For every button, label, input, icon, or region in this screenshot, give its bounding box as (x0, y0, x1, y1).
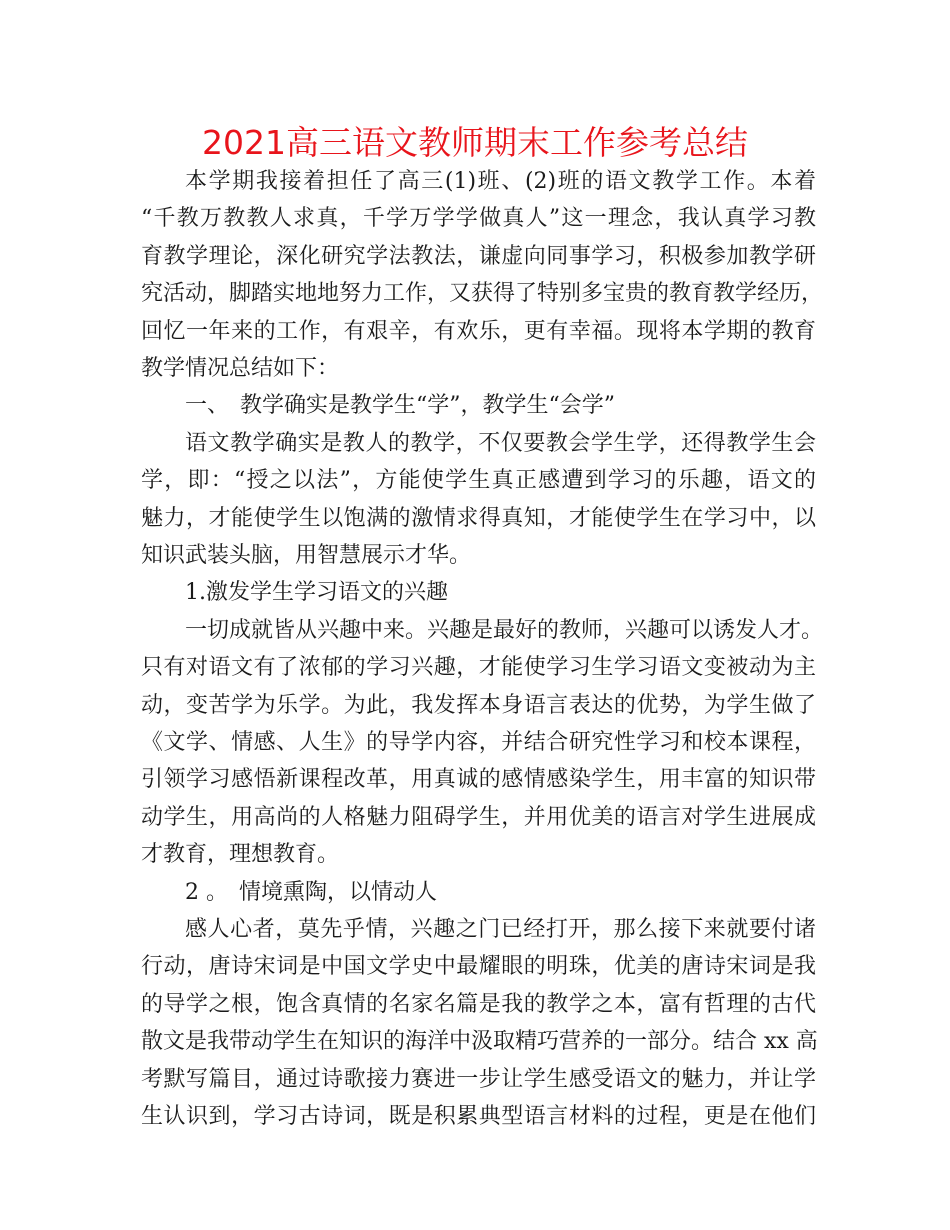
body-line: 才教育，理想教育。 (141, 842, 340, 868)
body-line: “千教万教教人求真，千学万学学做真人”这一理念，我认真学习教 (141, 206, 816, 232)
body-line: 散文是我带动学生在知识的海洋中汲取精巧营养的一部分。结合 xx 高 (141, 1029, 818, 1055)
body-line: 2 。 情境熏陶，以情动人 (185, 879, 437, 905)
body-line: 的导学之根，饱含真情的名家名篇是我的教学之本，富有哲理的古代 (141, 991, 816, 1017)
body-line: 学，即：“授之以法”，方能使学生真正感遭到学习的乐趣，语文的 (141, 468, 816, 494)
body-line: 究活动，脚踏实地地努力工作，又获得了特别多宝贵的教育教学经历， (141, 281, 824, 307)
body-line: 魅力，才能使学生以饱满的激情求得真知，才能使学生在学习中，以 (141, 505, 816, 531)
body-line: 行动，唐诗宋词是中国文学史中最耀眼的明珠，优美的唐诗宋词是我 (141, 954, 816, 980)
body-line: 一切成就皆从兴趣中来。兴趣是最好的教师，兴趣可以诱发人才。 (185, 617, 824, 643)
body-line: 考默写篇目，通过诗歌接力赛进一步让学生感受语文的魅力，并让学 (141, 1066, 816, 1092)
body-line: 一、 教学确实是教学生“学”，教学生“会学” (185, 393, 615, 419)
body-line: 引领学习感悟新课程改革，用真诚的感情感染学生，用丰富的知识带 (141, 767, 816, 793)
body-line: 《文学、情感、人生》的导学内容，并结合研究性学习和校本课程， (141, 730, 816, 755)
body-line: 生认识到，学习古诗词，既是积累典型语言材料的过程，更是在他们 (141, 1104, 816, 1129)
body-line: 1.激发学生学习语文的兴趣 (185, 580, 448, 606)
body-line: 教学情况总结如下： (141, 356, 340, 381)
body-line: 知识武装头脑，用智慧展示才华。 (141, 543, 472, 568)
body-line: 育教学理论，深化研究学法教法，谦虚向同事学习，积极参加教学研 (141, 243, 816, 269)
body-line: 语文教学确实是教人的教学，不仅要教会学生学，还得教学生会 (185, 430, 816, 456)
body-line: 只有对语文有了浓郁的学习兴趣，才能使学习生学习语文变被动为主 (141, 655, 816, 681)
body-line: 本学期我接着担任了高三(1)班、(2)班的语文教学工作。本着 (185, 169, 816, 194)
document-title: 2021高三语文教师期末工作参考总结 (202, 123, 748, 162)
body-line: 动学生，用高尚的人格魅力阻碍学生，并用优美的语言对学生进展成 (141, 804, 816, 830)
body-line: 感人心者，莫先乎情，兴趣之门已经打开，那么接下来就要付诸 (185, 917, 816, 942)
body-line: 动，变苦学为乐学。为此，我发挥本身语言表达的优势，为学生做了 (141, 692, 816, 718)
body-line: 回忆一年来的工作，有艰辛，有欢乐，更有幸福。现将本学期的教育 (141, 318, 816, 344)
